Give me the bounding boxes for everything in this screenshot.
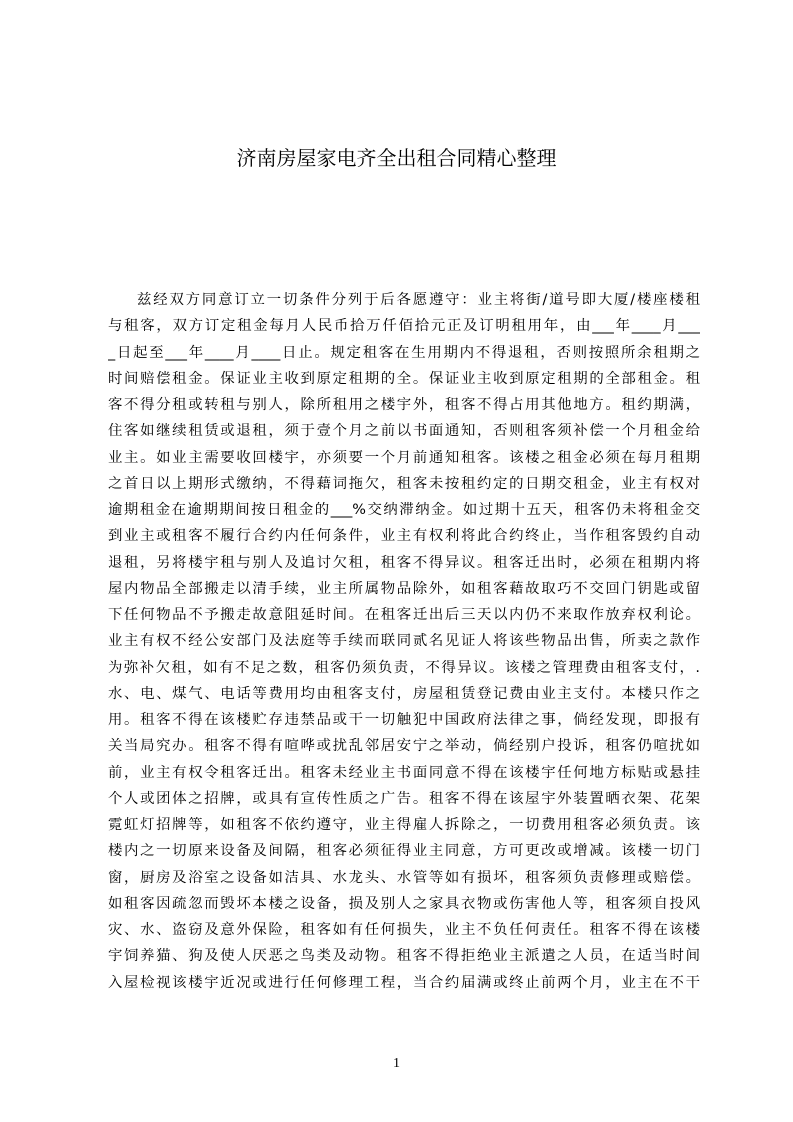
- body-line: 之首日以上期形式缴纳，不得藉词拖欠，租客未按租约定的日期交租金，业主有权对: [108, 475, 700, 492]
- body-line: 入屋检视该楼宇近况或进行任何修理工程，当合约届满或终止前两个月，业主在不干: [108, 974, 700, 991]
- body-line: 与租客，双方订定租金每月人民币拾万仟佰拾元正及订明租用年，由___年____月___: [108, 318, 700, 335]
- body-line: _日起至___年____月____日止。规定租客在生用期内不得退租，否则按照所余租期之: [108, 344, 700, 361]
- body-line: 业主。如业主需要收回楼宇，亦须要一个月前通知租客。该楼之租金必须在每月租期: [108, 449, 700, 466]
- body-line: 个人或团体之招牌，或具有宣传性质之广告。租客不得在该屋宇外装置晒衣架、花架: [108, 790, 700, 807]
- body-line: 客不得分租或转租与别人，除所租用之楼宇外，租客不得占用其他地方。租约期满，: [108, 397, 700, 413]
- body-line: 水、电、煤气、电话等费用均由租客支付，房屋租赁登记费由业主支付。本楼只作之: [108, 685, 700, 702]
- contract-body: [108, 287, 700, 996]
- body-line: 霓虹灯招牌等，如租客不依约遵守，业主得雇人拆除之，一切费用租客必须负责。该: [108, 817, 700, 833]
- body-line: 业主有权不经公安部门及法庭等手续而联同贰名见证人将该些物品出售，所卖之款作: [108, 633, 700, 650]
- body-line: 前，业主有权令租客迁出。租客未经业主书面同意不得在该楼宇任何地方标贴或悬挂: [108, 764, 700, 781]
- body-line: 退租，另将楼宇租与别人及追讨欠租，租客不得异议。租客迁出时，必须在租期内将: [108, 554, 700, 571]
- body-line: 为弥补欠租，如有不足之数，租客仍须负责，不得异议。该楼之管理费由租客支付，.: [108, 659, 700, 676]
- body-line: 到业主或租客不履行合约内任何条件，业主有权利将此合约终止，当作租客毁约自动: [108, 528, 700, 545]
- body-line: 住客如继续租赁或退租，须于壹个月之前以书面通知，否则租客须补偿一个月租金给: [108, 423, 700, 440]
- body-line: 屋内物品全部搬走以清手续，业主所属物品除外，如租客藉故取巧不交回门钥匙或留: [108, 580, 700, 597]
- body-line: 逾期租金在逾期期间按日租金的___%交纳滞纳金。如过期十五天，租客仍未将租金交: [108, 502, 700, 518]
- body-line: 楼内之一切原来设备及间隔，租客必须征得业主同意，方可更改或增减。该楼一切门: [108, 843, 700, 860]
- body-line: 兹经双方同意订立一切条件分列于后各愿遵守：业主将街/道号即大厦/楼座楼租: [137, 292, 700, 308]
- body-line: 下任何物品不予搬走故意阻延时间。在租客迁出后三天以内仍不来取作放弃权利论。: [108, 607, 700, 623]
- body-line: 关当局究办。租客不得有喧哗或扰乱邻居安宁之举动，倘经别户投诉，租客仍喧扰如: [108, 738, 700, 755]
- body-line: 用。租客不得在该楼贮存违禁品或干一切触犯中国政府法律之事，倘经发现，即报有: [108, 712, 700, 728]
- body-line: 灾、水、盗窃及意外保险，租客如有任何损失，业主不负任何责任。租客不得在该楼: [108, 922, 700, 938]
- body-line: 窗，厨房及浴室之设备如洁具、水龙头、水管等如有损坏，租客须负责修理或赔偿。: [108, 869, 700, 886]
- body-line: 宇饲养猫、狗及使人厌恶之鸟类及动物。租客不得拒绝业主派遣之人员，在适当时间: [108, 948, 700, 965]
- page-number: 1: [393, 1056, 400, 1071]
- document-title: 济南房屋家电齐全出租合同精心整理: [236, 146, 557, 170]
- body-line: 如租客因疏忽而毁坏本楼之设备，损及别人之家具衣物或伤害他人等，租客须自投风: [108, 895, 700, 912]
- body-line: 时间赔偿租金。保证业主收到原定租期的全。保证业主收到原定租期的全部租金。租: [108, 370, 700, 387]
